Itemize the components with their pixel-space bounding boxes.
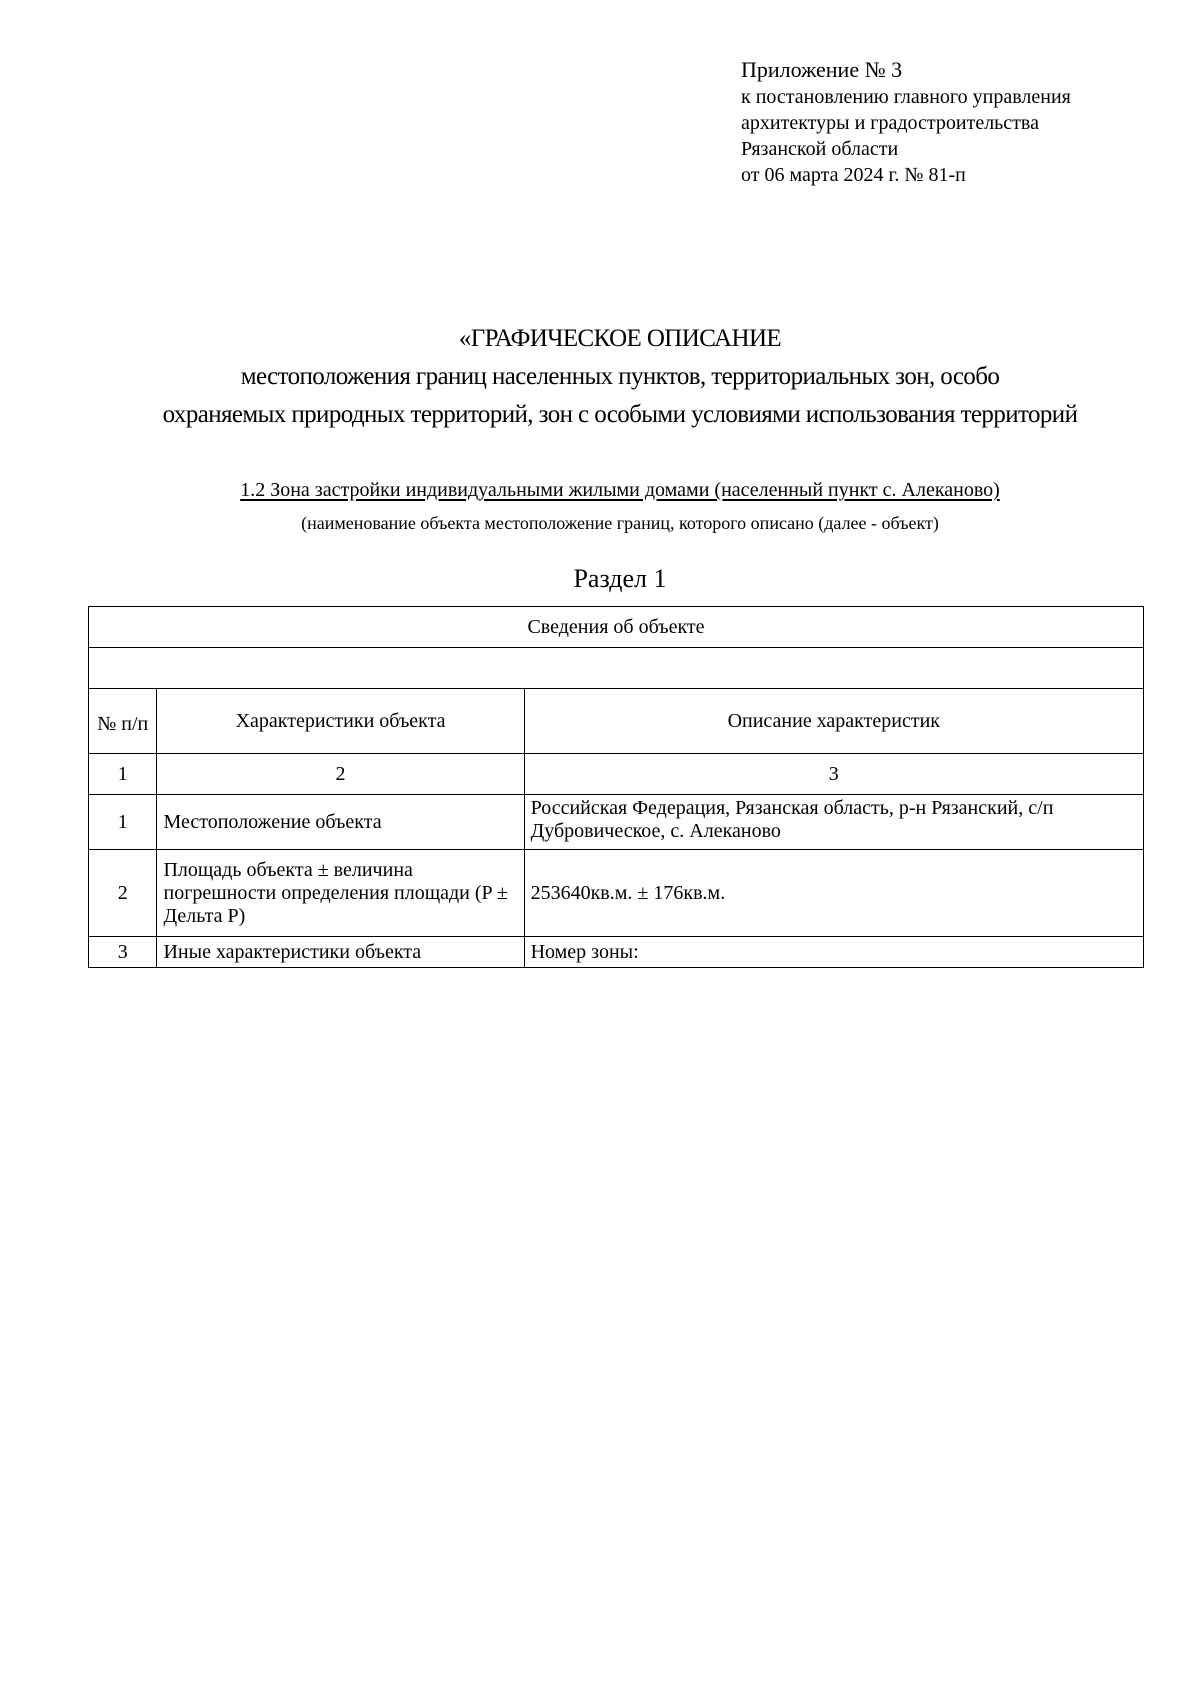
column-index-row	[89, 754, 1144, 795]
table-empty-row	[89, 648, 1144, 689]
column-header-row	[89, 689, 1144, 754]
table-row	[89, 795, 1144, 850]
table-row	[89, 850, 1144, 937]
appendix-reference-line: Рязанской области	[741, 138, 899, 160]
column-header-description: Описание характеристик	[524, 689, 1143, 754]
object-info-table	[88, 606, 1144, 968]
row-number: 3	[89, 937, 157, 968]
title-line: охраняемых природных территорий, зон с особыми условиями использования территорий	[162, 401, 1078, 428]
appendix-number: Приложение № 3	[741, 57, 903, 82]
title-line: местоположения границ населенных пунктов, территориальных зон, особо	[240, 363, 1000, 390]
table-empty-cell	[89, 648, 1144, 689]
column-index: 3	[524, 754, 1143, 795]
document-title	[60, 320, 1180, 434]
object-caption: (наименование объекта местоположение границ, которого описано (далее - объект)	[301, 513, 939, 533]
row-number: 1	[89, 795, 157, 850]
row-description: 253640кв.м. ± 176кв.м.	[524, 850, 1143, 937]
table-row	[89, 937, 1144, 968]
column-index: 2	[157, 754, 524, 795]
column-header-num: № п/п	[89, 689, 157, 754]
column-index: 1	[89, 754, 157, 795]
appendix-reference-line: архитектуры и градостроительства	[741, 112, 1039, 134]
column-header-characteristic: Характеристики объекта	[157, 689, 524, 754]
section-title: Раздел 1	[573, 564, 667, 593]
row-characteristic: Местоположение объекта	[157, 795, 524, 850]
object-name-text: 1.2 Зона застройки индивидуальными жилыми домами (населенный пункт с. Алеканово)	[240, 479, 1000, 501]
appendix-reference-line: к постановлению главного управления	[741, 86, 1071, 108]
table-header-row	[89, 607, 1144, 648]
row-characteristic: Иные характеристики объекта	[157, 937, 524, 968]
object-name	[60, 477, 1180, 503]
appendix-date: от 06 марта 2024 г. № 81-п	[741, 164, 966, 186]
row-characteristic: Площадь объекта ± величина погрешности определения площади (P ± Дельта P)	[157, 850, 524, 937]
title-line: «ГРАФИЧЕСКОЕ ОПИСАНИЕ	[458, 325, 782, 352]
row-description: Российская Федерация, Рязанская область, р-н Рязанский, с/п Дубровическое, с. Алеканово	[524, 795, 1143, 850]
row-number: 2	[89, 850, 157, 937]
row-description: Номер зоны:	[524, 937, 1143, 968]
table-header: Сведения об объекте	[89, 607, 1144, 648]
appendix-header	[741, 56, 1181, 188]
